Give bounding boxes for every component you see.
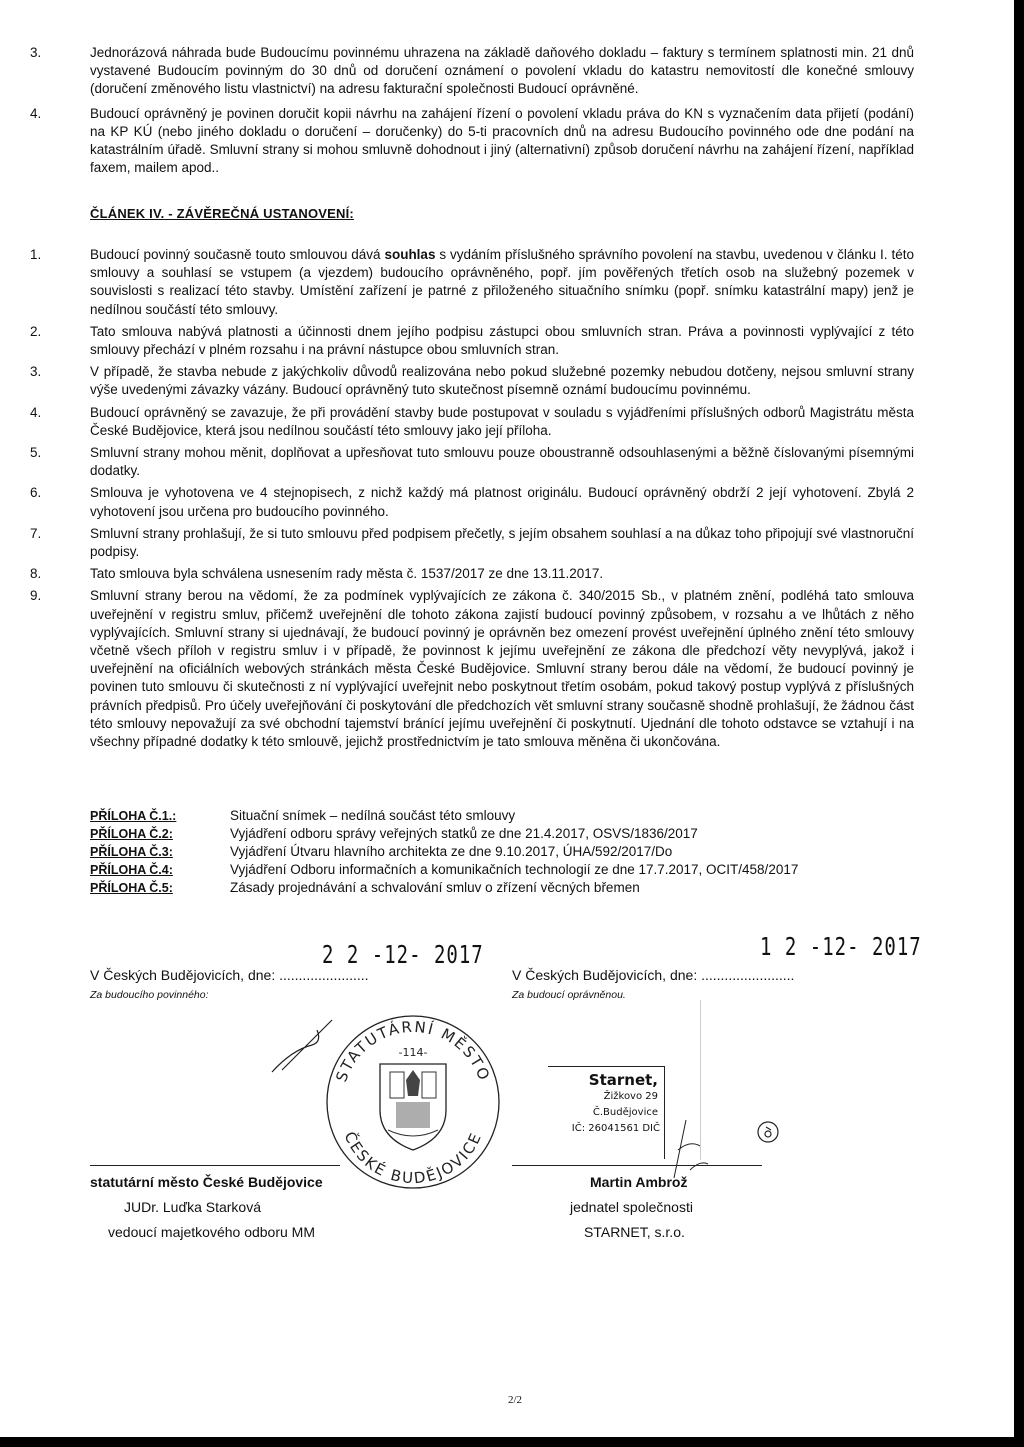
stamp-city: Č.Budějovice — [592, 1107, 658, 1118]
seal-bottom-text: ČESKÉ BUDĚJOVICE — [340, 1128, 486, 1188]
provisions-list — [30, 246, 914, 751]
right-redacted-signature — [700, 1000, 757, 1160]
left-signature — [262, 1010, 352, 1080]
provision-item-2 — [30, 323, 914, 359]
seal-number: -114- — [398, 1046, 428, 1059]
item-text: Smluvní strany mohou měnit, doplňovat a upřesňovat tuto smlouvu pouze oboustranně odsouhlasenými a běžně číslovanými písemnými dodatky. — [90, 445, 914, 479]
attachment-row — [90, 807, 798, 825]
item-text-cont: s vydáním příslušného správního povolení na stavbu, uvedenou v článku I. této smlouvy a souhlasí se vstupem (a vjezdem) budoucího oprávněného, popř. jím pověřených třetích osob na služebný pozemek v souvislosti s realizací této stavby. Umístění zařízení je patrné z přiloženého situačního snímku (popř. snímku katastrální mapy) jenž je nedílnou součástí této smlouvy. — [90, 247, 914, 317]
attachment-text: Vyjádření odboru správy veřejných statků ze dne 21.4.2017, OSVS/1836/2017 — [230, 826, 698, 841]
svg-text:ČESKÉ BUDĚJOVICE — [340, 1129, 485, 1188]
stamp-company-name: Starnet, — [588, 1071, 658, 1089]
provision-item-1 — [30, 246, 914, 319]
attachment-text: Zásady projednávání a schvalování smluv o zřízení věcných břemen — [230, 880, 640, 895]
item-text: Budoucí oprávněný se zavazuje, že při provádění stavby bude postupovat v souladu s vyjádřeními příslušných odborů Magistrátu města České Budějovice, která jsou nedílnou součástí této smlouvy jako její příloha. — [90, 404, 914, 438]
attachment-text: Situační snímek – nedílná součást této smlouvy — [230, 808, 516, 823]
left-date-line: V Českých Budějovicích, dne: ....................... — [90, 967, 369, 983]
item-text: Smlouva je vyhotovena ve 4 stejnopisech, z nichž každý má platnost originálu. Budoucí oprávněný obdrží 2 její vyhotovení. Zbylá 2 vyhotovení jsou určena pro budoucího povinného. — [90, 485, 914, 519]
right-signatory-name: Martin Ambrož — [590, 1174, 688, 1190]
seal-top-text: STATUTÁRNÍ MĚSTO — [332, 1017, 494, 1085]
stamp-street: Žižkovo 29 — [603, 1091, 658, 1102]
right-signature-line — [512, 1165, 762, 1166]
item-text: Tato smlouva nabývá platnosti a účinnosti dnem jejího podpisu zástupci obou smluvních stran. Práva a povinnosti vyplývající z této smlouvy přechází v plném rozsahu i na právní nástupce obou smluvních stran. — [90, 323, 914, 358]
attachment-row — [90, 861, 798, 879]
item-number: 9. — [30, 588, 42, 604]
attachment-row — [90, 879, 798, 897]
item-number: 3. — [30, 45, 42, 60]
right-signatory-role: jednatel společnosti — [570, 1199, 693, 1215]
attachment-text: Vyjádření Útvaru hlavního architekta ze dne 9.10.2017, ÚHA/592/2017/Do — [230, 844, 673, 859]
page-number: 2/2 — [508, 1394, 523, 1406]
item-number: 4. — [30, 105, 42, 121]
provision-item-8 — [30, 565, 914, 583]
left-party-label: Za budoucího povinného: — [90, 989, 209, 1001]
intro-item-3 — [30, 44, 914, 99]
item-text: Tato smlouva byla schválena usnesením rady města č. 1537/2017 ze dne 13.11.2017. — [90, 566, 604, 582]
registered-mark-icon — [756, 1120, 780, 1144]
item-number: 3. — [30, 364, 42, 380]
item-number: 2. — [30, 323, 42, 339]
provision-item-4 — [30, 404, 914, 440]
item-text: V případě, že stavba nebude z jakýchkoliv důvodů realizována nebo pokud služebné pozemky nebudou dotčeny, nejsou smluvní strany výše uvedenými závazky vázány. Budoucí oprávněný tuto skutečnost písemně oznámí budoucímu povinnému. — [90, 364, 914, 398]
left-signatory-entity: statutární město České Budějovice — [90, 1174, 323, 1190]
intro-item-4 — [30, 105, 914, 178]
item-number: 4. — [30, 404, 42, 420]
attachment-label: PŘÍLOHA Č.2: — [90, 827, 173, 841]
attachment-row — [90, 843, 798, 861]
provision-item-9 — [30, 587, 914, 751]
right-date-stamp: 1 2 -12- 2017 — [760, 932, 922, 962]
left-signatory-name: JUDr. Luďka Starková — [124, 1199, 261, 1215]
right-party-label: Za budoucí oprávněnou. — [512, 989, 626, 1001]
left-date-stamp: 2 2 -12- 2017 — [322, 940, 484, 970]
item-text: Smluvní strany berou na vědomí, že za podmínek vyplývajících ze zákona č. 340/2015 Sb., v platném znění, podléhá tato smlouva uveřejnění v registru smluv, přičemž uveřejnění dle tohoto zákona zajistí budoucí povinný způsobem, v rozsahu a ve lhůtách z něho vyplývajících. Smluvní strany si ujednávají, že budoucí povinný je oprávněn bez omezení provést uveřejnění úplného znění této smlouvy včetně všech příloh v registru smluv i v případě, že povinnost k jejímu uveřejnění ze zákona dle předchozí věty nevyplývá, jakož i uveřejnění na oficiálních webových stránkách města České Budějovice. Smluvní strany berou dále na vědomí, že budoucí povinný je povinen tuto smlouvu či skutečnosti z ní vyplývající uveřejnit nebo poskytnout třetím osobám, pokud takový postup vyplývá z příslušných právních předpisů. Pro účely uveřejňování či poskytování dle předchozích vět smluvní strany současně shodně prohlašují, že žádnou část této smlouvy nepovažují za své obchodní tajemství bránící jejímu uveřejnění či poskytnutí. Ujednání dle tohoto odstavce se vztahují i na všechny případné dodatky k této smlouvě, jejichž prostřednictvím je tato smlouva měněna či ukončována. — [90, 588, 914, 750]
attachment-label: PŘÍLOHA Č.4: — [90, 863, 173, 877]
attachment-label: PŘÍLOHA Č.1.: — [90, 809, 177, 823]
provision-item-5 — [30, 444, 914, 480]
item-bold-text: souhlas — [384, 247, 436, 262]
item-text: Smluvní strany prohlašují, že si tuto smlouvu před podpisem přečetly, s jejím obsahem souhlasí a na důkaz toho připojují své vlastnoruční podpisy. — [90, 525, 914, 560]
article-heading: ČLÁNEK IV. - ZÁVĚREČNÁ USTANOVENÍ: — [90, 206, 354, 221]
left-signature-line — [90, 1165, 340, 1166]
item-text: Budoucí povinný současně touto smlouvou dává — [90, 247, 385, 262]
right-date-line: V Českých Budějovicích, dne: ........................ — [512, 967, 795, 983]
right-signatory-company: STARNET, s.r.o. — [584, 1224, 685, 1240]
intro-section — [30, 44, 914, 177]
item-text: Budoucí oprávněný je povinen doručit kopii návrhu na zahájení řízení o povolení vkladu práva do KN s vyznačením data přijetí (podání) na KP KÚ (nebo jiného dokladu o doručení – doručenky) do 5-ti pracovních dnů na adresu Budoucího povinného ode dne podání na katastrálním úřadě. Smluvní strany si mohou smluvně dohodnout i jiný (alternativní) způsob doručení návrhu na zahájení řízení, například faxem, mailem apod.. — [90, 105, 914, 176]
left-redacted-signature — [90, 1093, 237, 1163]
attachments-list — [90, 807, 798, 897]
provision-item-3 — [30, 363, 914, 399]
attachment-label: PŘÍLOHA Č.3: — [90, 845, 173, 859]
item-number: 6. — [30, 485, 42, 501]
provision-item-6 — [30, 484, 914, 520]
left-signatory-role: vedoucí majetkového odboru MM — [108, 1224, 315, 1240]
item-number: 5. — [30, 445, 42, 461]
item-number: 8. — [30, 566, 42, 582]
attachment-text: Vyjádření Odboru informačních a komunikačních technologií ze dne 17.7.2017, OCIT/458/2017 — [230, 862, 799, 877]
stamp-ic: IČ: 26041561 DIČ — [571, 1123, 660, 1134]
item-number: 1. — [30, 247, 42, 262]
item-text: Jednorázová náhrada bude Budoucímu povinnému uhrazena na základě daňového dokladu – faktury s termínem splatnosti min. 21 dnů vystavené Budoucím povinným do 30 dnů od doručení oznámení o povolení vkladu do katastru nemovitostí dle konečné smlouvy (doručení změnového listu vlastnictví) na adresu fakturační společnosti Budoucí oprávněné. — [90, 45, 914, 97]
provision-item-7 — [30, 525, 914, 561]
company-stamp — [548, 1066, 665, 1159]
attachment-row — [90, 825, 798, 843]
attachment-label: PŘÍLOHA Č.5: — [90, 881, 173, 895]
item-number: 7. — [30, 525, 42, 541]
